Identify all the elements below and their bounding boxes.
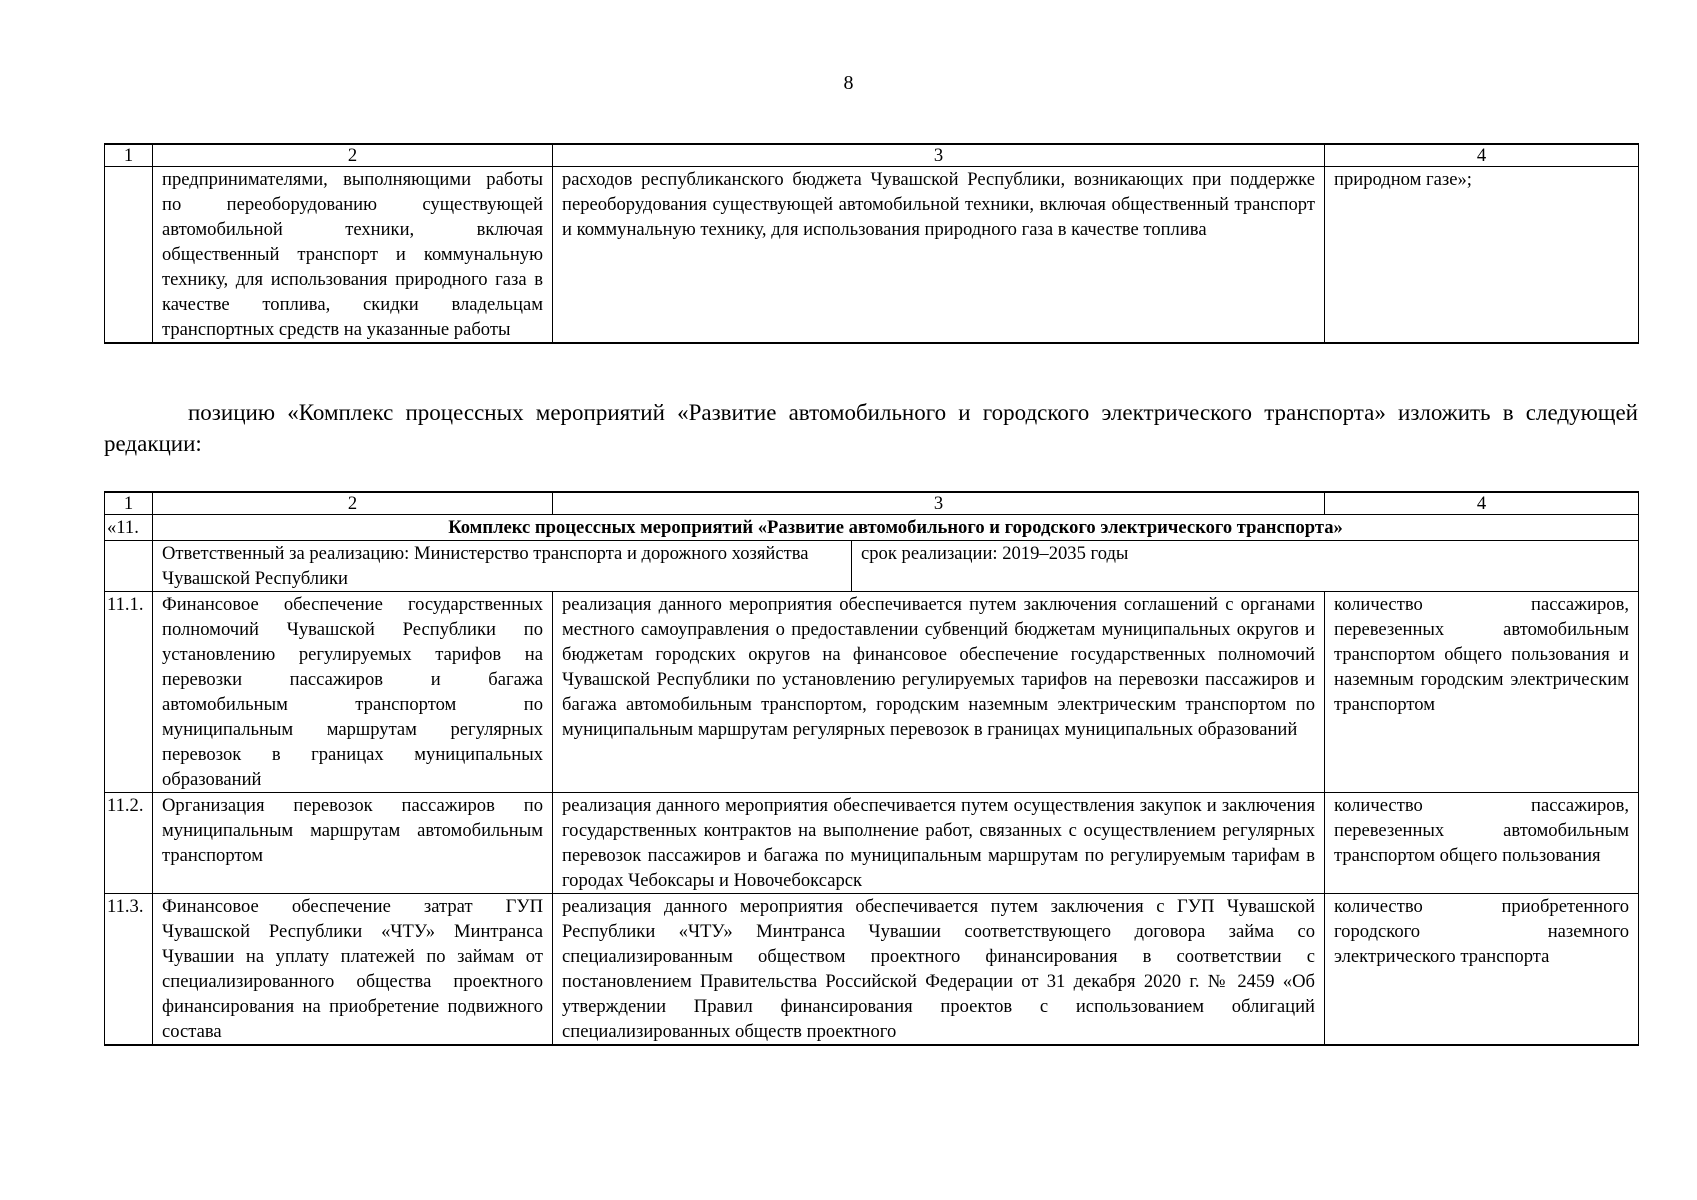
responsible-text: Ответственный за реализацию: Министерство транспорта и дорожного хозяйства Чувашской Республики bbox=[153, 541, 852, 591]
measure-description: реализация данного мероприятия обеспечивается путем заключения с ГУП Чувашской Республики «ЧТУ» Минтранса Чувашии соответствующего договора займа со специализированным обществом проектного финансирования в соответствии с постановлением Правительства Российской Федерации от 31 декабря 2020 г. № 2459 «Об утверждении Правил финансирования проектов с использованием облигаций специализированных обществ проектного bbox=[553, 894, 1325, 1046]
measure-indicator: природном газе»; bbox=[1325, 167, 1639, 344]
measure-description: реализация данного мероприятия обеспечивается путем осуществления закупок и заключения государственных контрактов на выполнение работ, связанных с осуществлением регулярных перевозок пассажиров и багажа по муниципальным маршрутам по регулируемым тарифам в городах Чебоксары и Новочебоксарск bbox=[553, 793, 1325, 894]
row-number: 11.3. bbox=[105, 894, 153, 1046]
section-title-row bbox=[105, 515, 1639, 541]
section-number: «11. bbox=[105, 515, 153, 541]
measure-indicator: количество приобретенного городского наземного электрического транспорта bbox=[1325, 894, 1639, 1046]
row-number: 11.2. bbox=[105, 793, 153, 894]
empty-cell bbox=[105, 541, 153, 592]
column-header-3: 3 bbox=[553, 492, 1325, 515]
table-row bbox=[105, 793, 1639, 894]
page-number: 8 bbox=[843, 72, 854, 94]
table-row bbox=[105, 592, 1639, 793]
column-header-2: 2 bbox=[153, 144, 553, 167]
term-text: срок реализации: 2019–2035 годы bbox=[861, 543, 1129, 564]
table-row bbox=[105, 167, 1639, 344]
body-paragraph: позицию «Комплекс процессных мероприятий «Развитие автомобильного и городского электрического транспорта» изложить в следующей редакции: bbox=[104, 400, 1638, 456]
measure-description: реализация данного мероприятия обеспечивается путем заключения соглашений с органами местного самоуправления о предоставлении субвенций бюджетам муниципальных округов и бюджетам городских округов на финансовое обеспечение государственных полномочий Чувашской Республики по установлению регулируемых тарифов на перевозки пассажиров и багажа автомобильным транспортом, городским наземным электрическим транспортом по муниципальным маршрутам регулярных перевозок в границах муниципальных образований bbox=[553, 592, 1325, 793]
responsible-row bbox=[105, 541, 1639, 592]
column-header-4: 4 bbox=[1325, 144, 1639, 167]
responsible-term-cell bbox=[153, 541, 1639, 592]
table-continuation bbox=[104, 143, 1639, 344]
row-number: 11.1. bbox=[105, 592, 153, 793]
measure-name: предпринимателями, выполняющими работы по переоборудованию существующей автомобильной техники, включая общественный транспорт и коммунальную технику, для использования природного газа в качестве топлива, скидки владельцам транспортных средств на указанные работы bbox=[153, 167, 553, 344]
column-header-3: 3 bbox=[553, 144, 1325, 167]
table-process-measures bbox=[104, 491, 1639, 1046]
column-header-4: 4 bbox=[1325, 492, 1639, 515]
measure-description: расходов республиканского бюджета Чувашской Республики, возникающих при поддержке переоборудования существующей автомобильной техники, включая общественный транспорт и коммунальную технику, для использования природного газа в качестве топлива bbox=[553, 167, 1325, 344]
column-header-2: 2 bbox=[153, 492, 553, 515]
table-header-row bbox=[105, 492, 1639, 515]
measure-name: Организация перевозок пассажиров по муниципальным маршрутам автомобильным транспортом bbox=[153, 793, 553, 894]
row-number bbox=[105, 167, 153, 344]
column-header-1: 1 bbox=[105, 144, 153, 167]
measure-indicator: количество пассажиров, перевезенных автомобильным транспортом общего пользования и наземным городским электрическим транспортом bbox=[1325, 592, 1639, 793]
table-row bbox=[105, 894, 1639, 1046]
measure-name: Финансовое обеспечение затрат ГУП Чувашской Республики «ЧТУ» Минтранса Чувашии на уплату платежей по займам от специализированного общества проектного финансирования на приобретение подвижного состава bbox=[153, 894, 553, 1046]
section-title: Комплекс процессных мероприятий «Развитие автомобильного и городского электрического транспорта» bbox=[153, 515, 1639, 541]
column-header-1: 1 bbox=[105, 492, 153, 515]
measure-indicator: количество пассажиров, перевезенных автомобильным транспортом общего пользования bbox=[1325, 793, 1639, 894]
measure-name: Финансовое обеспечение государственных полномочий Чувашской Республики по установлению регулируемых тарифов на перевозки пассажиров и багажа автомобильным транспортом по муниципальным маршрутам регулярных перевозок в границах муниципальных образований bbox=[153, 592, 553, 793]
table-header-row bbox=[105, 144, 1639, 167]
